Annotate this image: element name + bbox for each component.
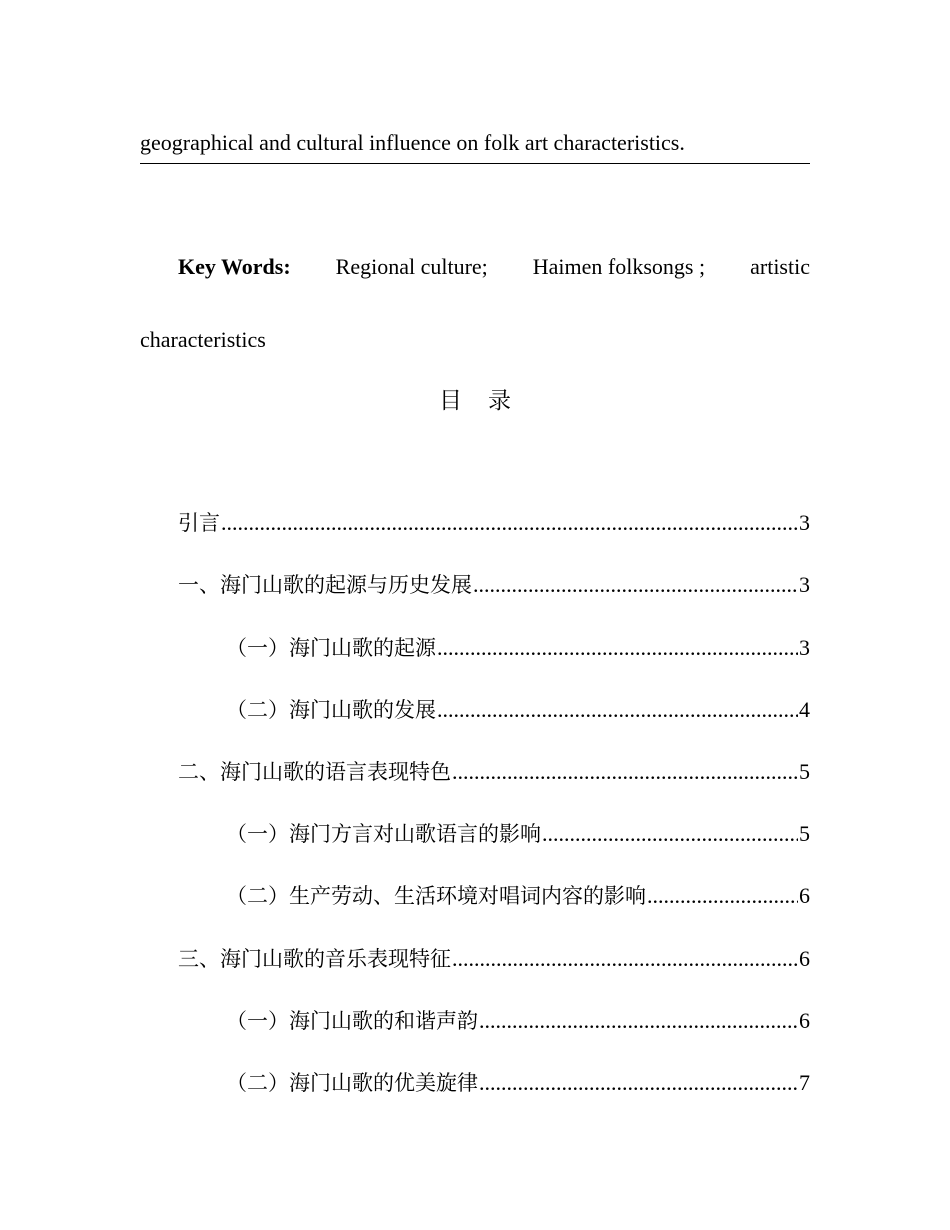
toc-entry-label: （二）生产劳动、生活环境对唱词内容的影响: [226, 884, 646, 908]
keywords-label: Key Words:: [178, 254, 291, 279]
toc-entry-label: 二、海门山歌的语言表现特色: [178, 760, 451, 784]
toc-entry[interactable]: [226, 879, 810, 913]
toc-entry[interactable]: [178, 755, 810, 789]
toc-entry[interactable]: [178, 506, 810, 540]
toc-dot-leader: [647, 879, 798, 913]
toc-page-number: 4: [799, 697, 810, 722]
toc-entry-label: 三、海门山歌的音乐表现特征: [178, 947, 451, 971]
toc-dot-leader: [221, 506, 798, 540]
toc-entry[interactable]: [226, 1004, 810, 1038]
toc-dot-leader: [479, 1066, 798, 1100]
toc-page-number: 3: [799, 510, 810, 535]
toc-entry[interactable]: [178, 568, 810, 602]
toc-entry[interactable]: [226, 631, 810, 665]
toc-entry-label: 一、海门山歌的起源与历史发展: [178, 573, 472, 597]
toc-page-number: 6: [799, 946, 810, 971]
toc-page-number: 3: [799, 635, 810, 660]
toc-entry[interactable]: [226, 693, 810, 727]
keyword-item: artistic: [750, 254, 810, 279]
toc-dot-leader: [437, 693, 798, 727]
keyword-item: Haimen folksongs ;: [532, 254, 706, 279]
toc-page-number: 6: [799, 1008, 810, 1033]
toc-page-number: 5: [799, 759, 810, 784]
keyword-item: Regional culture;: [335, 254, 488, 279]
toc-entry-label: （一）海门方言对山歌语言的影响: [226, 822, 541, 846]
toc-entry[interactable]: [178, 942, 810, 976]
toc-page-number: 6: [799, 883, 810, 908]
toc-title-char: 目: [439, 388, 462, 414]
toc-dot-leader: [452, 942, 798, 976]
toc-entry-label: （二）海门山歌的优美旋律: [226, 1071, 478, 1095]
toc-entry[interactable]: [226, 1066, 810, 1100]
toc-entry[interactable]: [226, 817, 810, 851]
toc-dot-leader: [437, 631, 798, 665]
toc-dot-leader: [479, 1004, 798, 1038]
abstract-closing-line: geographical and cultural influence on folk art characteristics.: [140, 130, 685, 155]
toc-dot-leader: [452, 755, 798, 789]
keywords-wrap-line: characteristics: [140, 327, 266, 352]
toc-page-number: 5: [799, 821, 810, 846]
toc-dot-leader: [542, 817, 798, 851]
toc-entry-label: （一）海门山歌的和谐声韵: [226, 1009, 478, 1033]
toc-title-char: 录: [488, 388, 511, 414]
toc-entry-label: 引言: [178, 511, 220, 535]
toc-entry-label: （二）海门山歌的发展: [226, 698, 436, 722]
toc-entry-label: （一）海门山歌的起源: [226, 636, 436, 660]
toc-dot-leader: [473, 568, 798, 602]
toc-page-number: 3: [799, 572, 810, 597]
toc-page-number: 7: [799, 1070, 810, 1095]
